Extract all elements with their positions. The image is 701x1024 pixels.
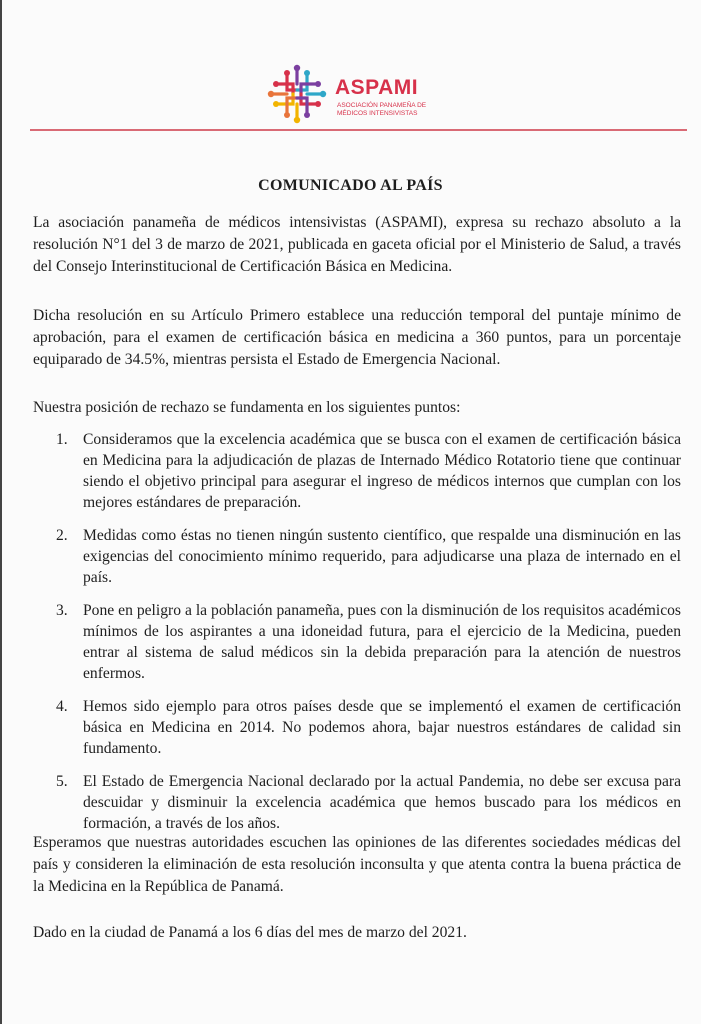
list-item [56, 696, 681, 759]
list-item [56, 525, 681, 588]
list-number: 2. [56, 527, 68, 544]
logo-subtitle: ASOCIACIÓN PANAMEÑA DE MÉDICOS INTENSIVISTAS [337, 102, 427, 117]
logo-name: ASPAMI [335, 76, 419, 99]
page-edge [0, 0, 2, 1024]
resolution-paragraph: Dicha resolución en su Artículo Primero establece una reducción temporal del puntaje mínimo de aprobación, para el examen de certificación básica en medicina a 360 puntos, para un porcentaje equiparado de 34.5%, mientras persista el Estado de Emergencia Nacional. [33, 307, 681, 368]
closing-paragraph: Esperamos que nuestras autoridades escuchen las opiniones de las diferentes sociedades médicas del país y consideren la eliminación de esta resolución inconsulta y que atenta contra la buena práctica de la Medicina en la República de Panamá. [33, 834, 681, 895]
aspami-logo [265, 62, 435, 132]
intro-paragraph: La asociación panameña de médicos intensivistas (ASPAMI), expresa su rechazo absoluto a la resolución N°1 del 3 de marzo de 2021, publicada en gaceta oficial por el Ministerio de Salud, a través del Consejo Interinstitucional de Certificación Básica en Medicina. [33, 214, 681, 275]
position-paragraph: Nuestra posición de rechazo se fundamenta en los siguientes puntos: [33, 399, 461, 416]
list-text: Pone en peligro a la población panameña, pues con la disminución de los requisitos académicos mínimos de los aspirantes a una idoneidad futura, para el ejercicio de la Medicina, pueden entrar al sistema de salud médicos sin la debida preparación para la atención de nuestros enfermos. [83, 602, 681, 682]
list-number: 4. [56, 698, 68, 715]
list-text: Hemos sido ejemplo para otros países desde que se implementó el examen de certificación básica en Medicina en 2014. No podemos ahora, bajar nuestros estándares de calidad sin fundamento. [83, 698, 681, 757]
points-list [56, 429, 681, 834]
list-number: 3. [56, 602, 68, 619]
list-item [56, 771, 681, 834]
list-number: 1. [56, 431, 68, 448]
medical-cross-logo-icon [265, 62, 329, 126]
list-number: 5. [56, 773, 68, 790]
list-text: Medidas como éstas no tienen ningún sustento científico, que respalde una disminución en las exigencias del conocimiento mínimo requerido, para adjudicarse una plaza de internado en el país. [83, 527, 681, 586]
list-item [56, 429, 681, 513]
document-title: COMUNICADO AL PAÍS [258, 177, 443, 194]
list-item [56, 600, 681, 684]
date-line: Dado en la ciudad de Panamá a los 6 días del mes de marzo del 2021. [33, 924, 467, 941]
header-divider [30, 129, 687, 131]
list-text: Consideramos que la excelencia académica que se busca con el examen de certificación básica en Medicina para la adjudicación de plazas de Internado Médico Rotatorio tiene que continuar siendo el objetivo principal para asegurar el ingreso de médicos internos que cumplan con los mejores estándares de preparación. [83, 431, 681, 511]
list-text: El Estado de Emergencia Nacional declarado por la actual Pandemia, no debe ser excusa para descuidar y disminuir la excelencia académica que hemos buscado para los médicos en formación, a través de los años. [83, 773, 681, 832]
